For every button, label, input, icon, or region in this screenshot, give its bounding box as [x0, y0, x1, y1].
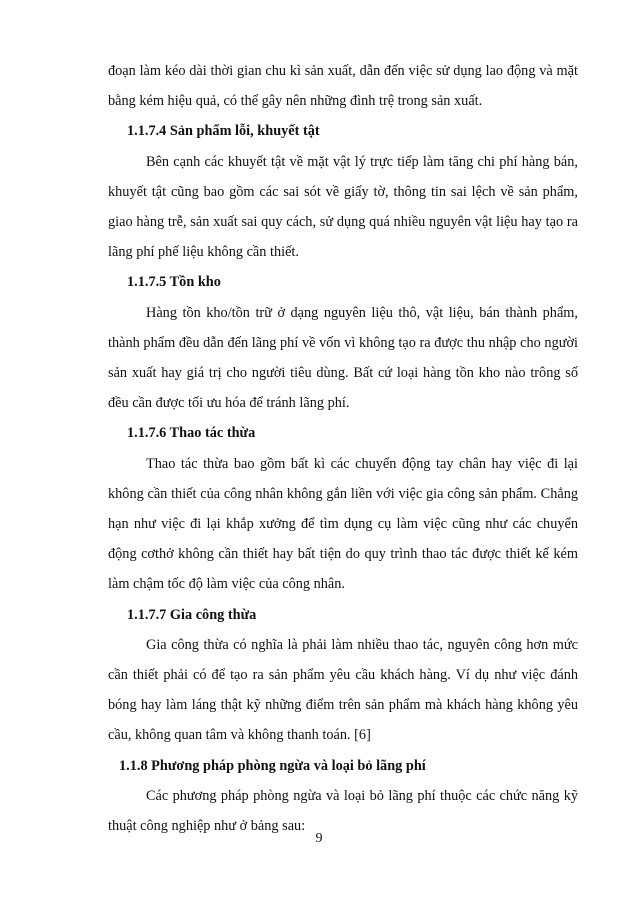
paragraph-excess-motion: Thao tác thừa bao gồm bất kì các chuyển động tay chân hay việc đi lại không cần thiết của công nhân không gắn liền với việc gia công sản phẩm. Chẳng hạn như việc đi lại khắp xưởng để tìm dụng cụ làm việc cũng như các chuyển động cơthở không cần thiết hay bất tiện do quy trình thao tác được thiết kế kém làm chậm tốc độ làm việc của công nhân.: [108, 455, 578, 593]
paragraph-over-processing: Gia công thừa có nghĩa là phải làm nhiều thao tác, nguyên công hơn mức cần thiết phải có để tạo ra sản phẩm yêu cầu khách hàng. Ví dụ như việc đánh bóng hay làm láng thật kỹ những điểm trên sản phẩm mà khách hàng không yêu cầu, không quan tâm và không thanh toán. [6]: [108, 636, 578, 744]
section-heading-1-1-8: 1.1.8 Phương pháp phòng ngừa và loại bỏ lãng phí: [119, 757, 426, 774]
paragraph-prevention-methods: Các phương pháp phòng ngừa và loại bỏ lãng phí thuộc các chức năng kỹ thuật công nghiệp như ở bảng sau:: [108, 787, 578, 835]
section-heading-1-1-7-7: 1.1.7.7 Gia công thừa: [127, 606, 257, 623]
paragraph-defects: Bên cạnh các khuyết tật về mặt vật lý trực tiếp làm tăng chi phí hàng bán, khuyết tật cũng bao gồm các sai sót về giấy tờ, thông tin sai lệch về sản phẩm, giao hàng trễ, sản xuất sai quy cách, sử dụng quá nhiều nguyên vật liệu hay tạo ra lãng phí phế liệu không cần thiết.: [108, 153, 578, 261]
section-heading-1-1-7-4: 1.1.7.4 Sản phẩm lỗi, khuyết tật: [127, 123, 320, 140]
paragraph-inventory: Hàng tồn kho/tồn trữ ở dạng nguyên liệu thô, vật liệu, bán thành phẩm, thành phẩm đều dẫn đến lãng phí về vốn vì không tạo ra được thu nhập cho người sản xuất hay giá trị cho người tiêu dùng. Bất cứ loại hàng tồn kho nào trông số đều cần được tối ưu hóa để tránh lãng phí.: [108, 304, 578, 412]
section-heading-1-1-7-5: 1.1.7.5 Tồn kho: [127, 274, 221, 291]
paragraph-continued: đoạn làm kéo dài thời gian chu kì sản xuất, dẫn đến việc sử dụng lao động và mặt bằng kém hiệu quả, có thể gây nên những đình trệ trong sản xuất.: [108, 63, 578, 110]
page-content: [108, 56, 578, 841]
page-number: 9: [315, 831, 323, 846]
section-heading-1-1-7-6: 1.1.7.6 Thao tác thừa: [127, 425, 256, 442]
